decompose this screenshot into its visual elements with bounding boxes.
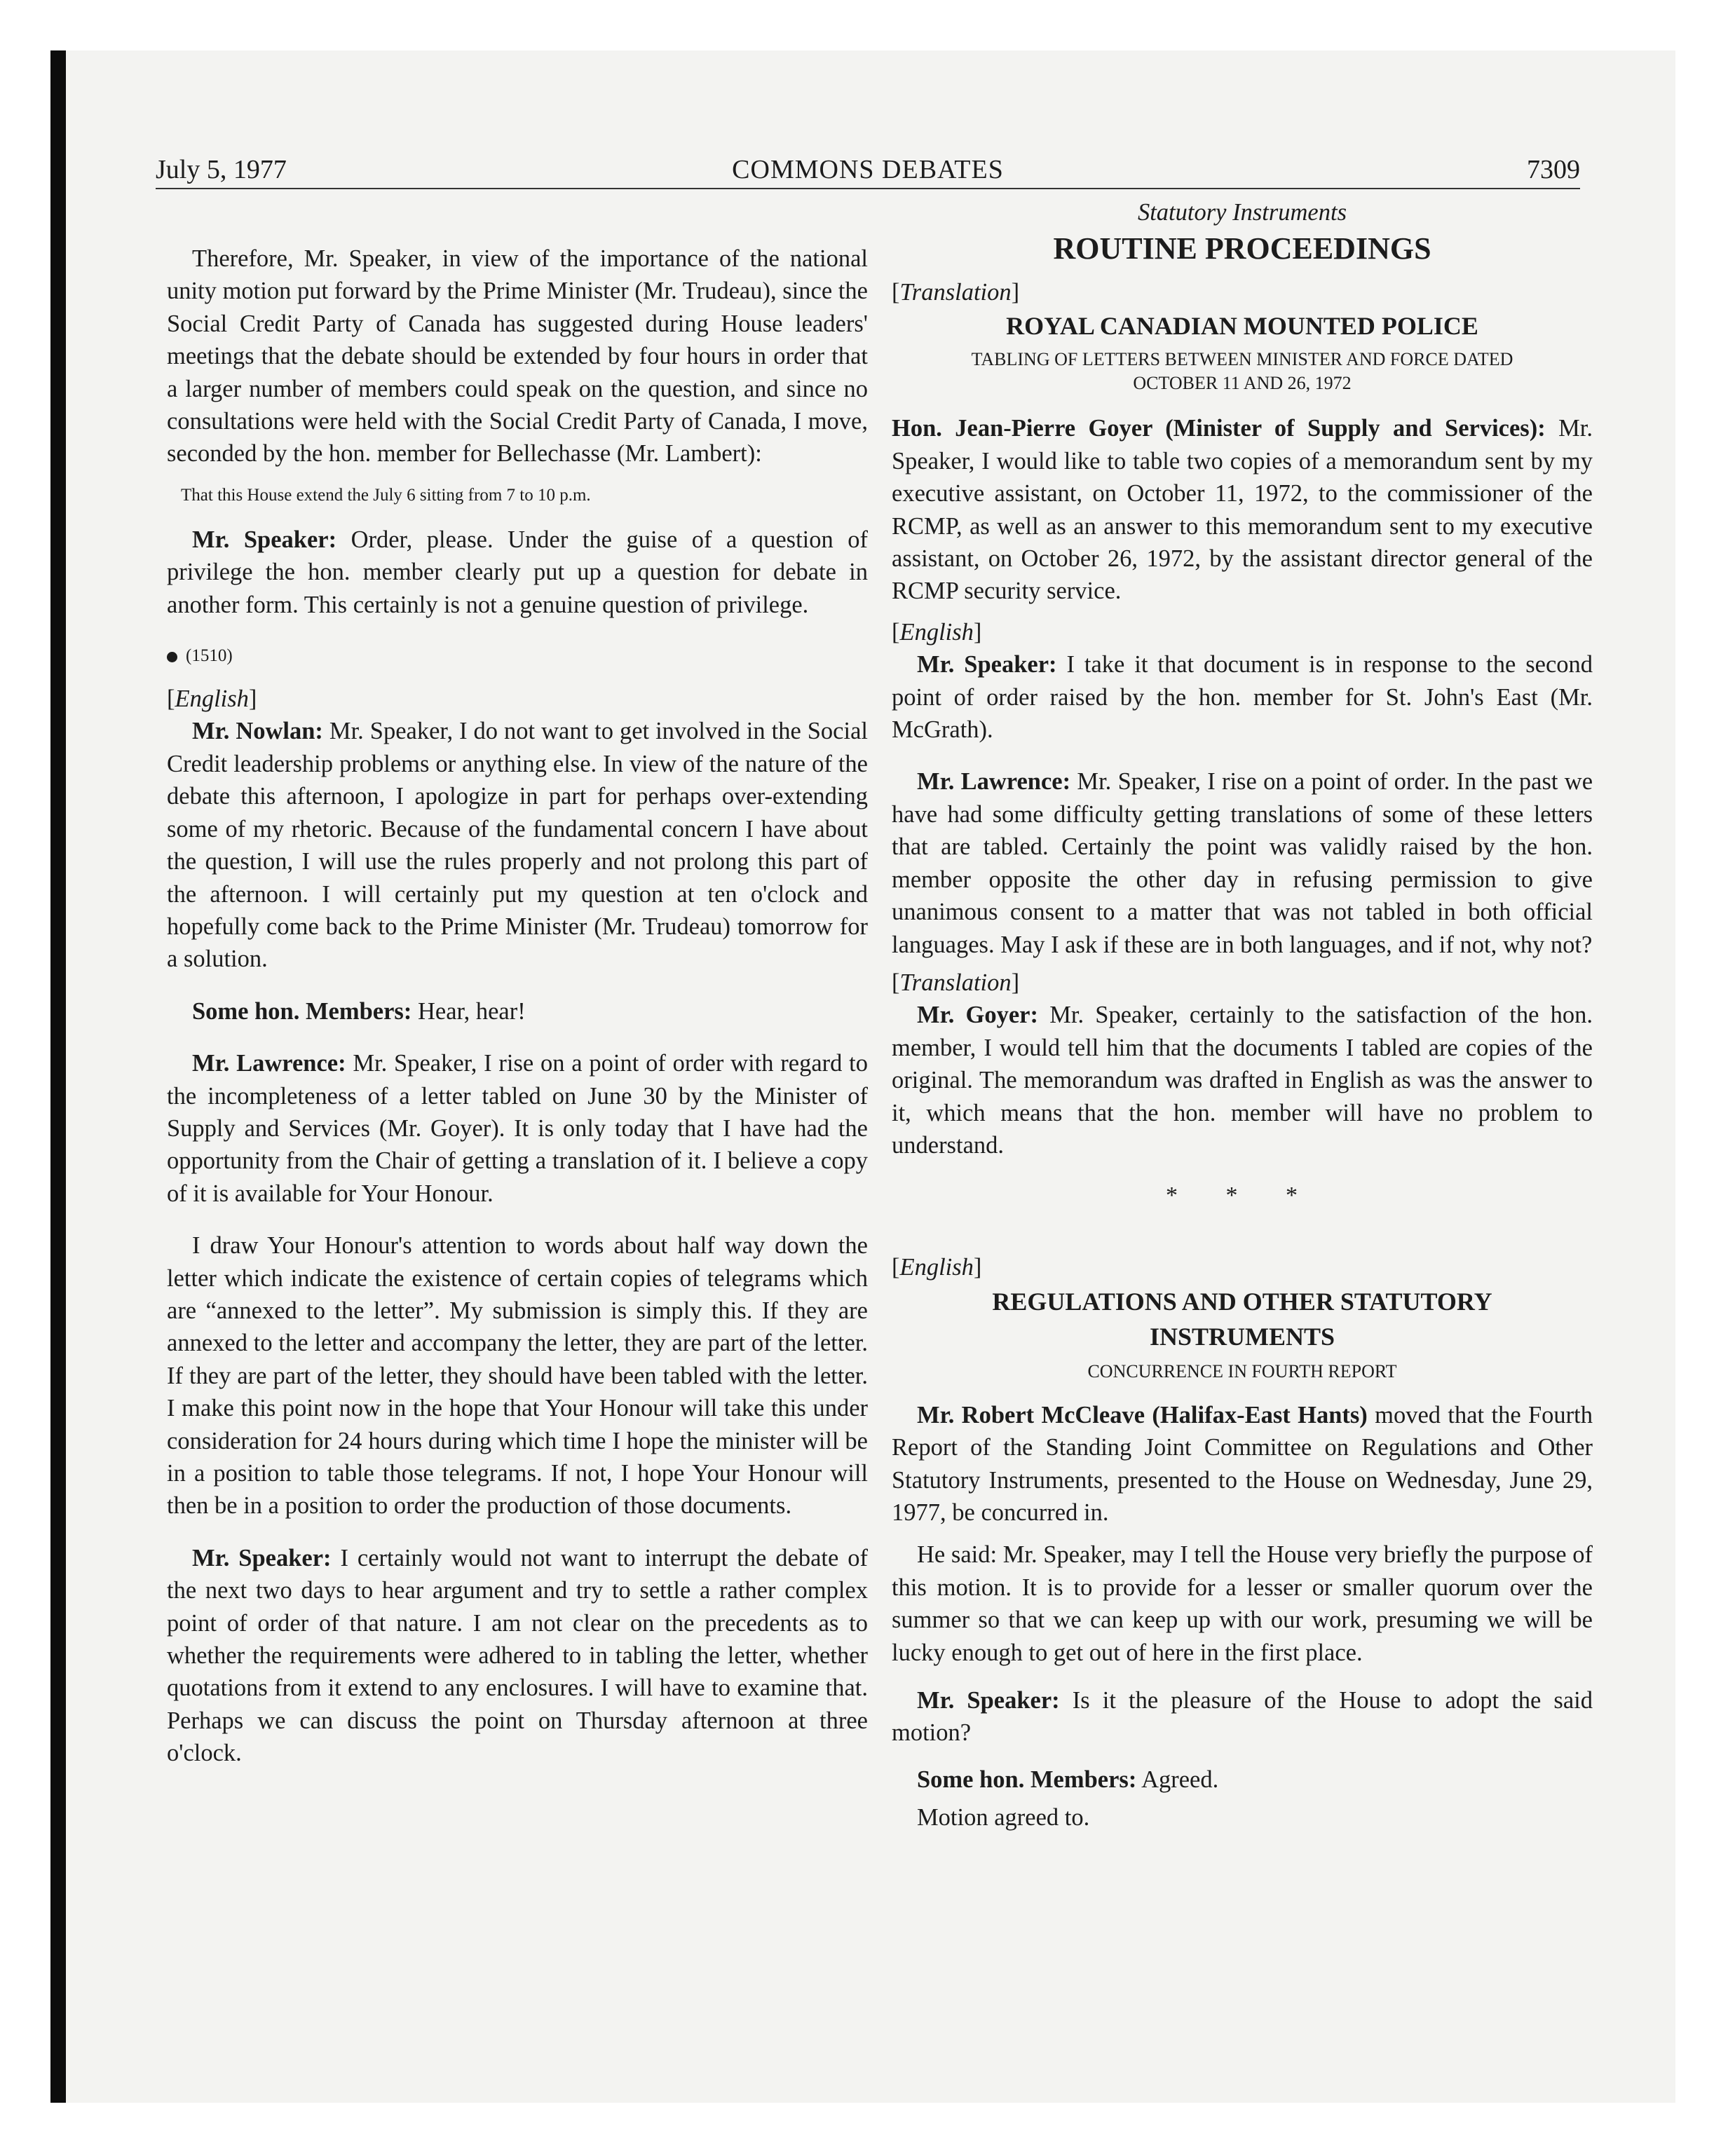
paragraph: Therefore, Mr. Speaker, in view of the importance of the national unity motion put forward by the Prime Minister (Mr. Trudeau), since the Social Credit Party of Canada has suggested during House leaders' meetings that the debate should be extended by four hours in order that a larger number of members could speak on the question, and since no consultations were held with the Social Credit Party of Canada, I move, seconded by the hon. member for Bellechasse (Mr. Lambert): (167, 245, 868, 468)
subsection-subtitle: TABLING OF LETTERS BETWEEN MINISTER AND FORCE DATED OCTOBER 11 AND 26, 1972 (971, 349, 1513, 394)
language-label: [Translation] (892, 279, 1020, 306)
bullet-icon (167, 652, 177, 662)
paragraph: Mr. Speaker: I take it that document is in response to the second point of order raised by the hon. member for St. John's East (Mr. McGrath). (892, 651, 1593, 744)
paragraph: Some hon. Members: Agreed. (917, 1766, 1219, 1793)
subsection-title: ROYAL CANADIAN MOUNTED POLICE (1006, 312, 1478, 341)
speaker-name: Mr. Speaker: (192, 1544, 332, 1571)
time-marker: (1510) (167, 642, 868, 670)
paragraph: Mr. Speaker: Is it the pleasure of the House to adopt the said motion? (892, 1687, 1593, 1747)
speaker-name: Mr. Speaker: (917, 651, 1057, 678)
header-date: July 5, 1977 (156, 155, 287, 184)
language-label: [English] (892, 618, 982, 646)
speaker-name: Mr. Lawrence: (192, 1050, 346, 1077)
motion-text: That this House extend the July 6 sitting from 7 to 10 p.m. (181, 485, 591, 505)
header-title: COMMONS DEBATES (732, 155, 1004, 184)
speaker-name: Mr. Nowlan: (192, 718, 323, 745)
paragraph: Mr. Robert McCleave (Halifax-East Hants) moved that the Fourth Report of the Standing Joint Committee on Regulations and Other Statutory Instruments, presented to the House on Wednesday, June 29, 1977, be concurred in. (892, 1401, 1593, 1526)
paragraph: Motion agreed to. (917, 1804, 1090, 1831)
page-header (156, 146, 1580, 189)
page-number: 7309 (1527, 155, 1580, 184)
speaker-name: Mr. Robert McCleave (Halifax-East Hants) (917, 1401, 1368, 1428)
paragraph: I draw Your Honour's attention to words about half way down the letter which indicate the existence of certain copies of telegrams which are “annexed to the letter”. My submission is simply this. If they are annexed to the letter and accompany the letter, they are part of the letter. If they are part of the letter, they should have been tabled with the letter. I make this point now in the hope that Your Honour will take this under consideration for 24 hours during which time I hope the minister will be in a position to table those telegrams. If not, I hope Your Honour will then be in a position to order the production of those documents. (167, 1232, 868, 1520)
language-label: [Translation] (892, 969, 1020, 996)
section-running-head: Statutory Instruments (1137, 199, 1347, 226)
paragraph: Mr. Nowlan: Mr. Speaker, I do not want to get involved in the Social Credit leadership problems or anything else. In view of the nature of the debate this afternoon, I apologize in part for perhaps over-extending some of my rhetoric. Because of the fundamental concern I have about the question, I will use the rules properly and not prolong this part of the afternoon. I will certainly put my question at ten o'clock and hopefully come back to the Prime Minister (Mr. Trudeau) tomorrow for a solution. (167, 718, 868, 973)
section-separator: * * * (1166, 1182, 1319, 1209)
paragraph: Hon. Jean-Pierre Goyer (Minister of Supply and Services): Mr. Speaker, I would like to table two copies of a memorandum sent by my executive assistant, on October 11, 1972, to the commissioner of the RCMP, as well as an answer to this memorandum sent to my executive assistant, on October 26, 1972, by the assistant director general of the RCMP security service. (892, 415, 1593, 605)
language-label: [English] (892, 1254, 982, 1281)
subsection-title: REGULATIONS AND OTHER STATUTORY INSTRUMENTS (992, 1287, 1492, 1351)
paragraph: He said: Mr. Speaker, may I tell the House very briefly the purpose of this motion. It is to provide for a lesser or smaller quorum over the summer so that we can keep up with our work, presuming we will be lucky enough to get out of here in the first place. (892, 1541, 1593, 1666)
right-column (892, 196, 1593, 1834)
scan-binding-edge (50, 50, 66, 2103)
language-label: [English] (167, 685, 257, 713)
speaker-name: Mr. Speaker: (917, 1687, 1060, 1714)
section-title: ROUTINE PROCEEDINGS (1053, 231, 1431, 266)
paragraph: Some hon. Members: Hear, hear! (192, 997, 526, 1025)
speaker-name: Hon. Jean-Pierre Goyer (Minister of Supply and Services): (892, 415, 1546, 442)
paragraph: Mr. Speaker: I certainly would not want to interrupt the debate of the next two days to hear argument and try to settle a rather complex point of order of that nature. I am not clear on the precedents as to whether the requirements were adhered to in tabling the letter, whether quotations from it extend to any enclosures. I will have to examine that. Perhaps we can discuss the point on Thursday afternoon at three o'clock. (167, 1544, 868, 1767)
speaker-name: Some hon. Members: (192, 997, 412, 1025)
paragraph: Mr. Speaker: Order, please. Under the guise of a question of privilege the hon. member clearly put up a question for debate in another form. This certainly is not a genuine question of privilege. (167, 526, 868, 618)
speaker-name: Some hon. Members: (917, 1766, 1137, 1793)
speaker-name: Mr. Speaker: (192, 526, 337, 553)
left-column (167, 196, 868, 1770)
paragraph: Mr. Lawrence: Mr. Speaker, I rise on a point of order with regard to the incompleteness of a letter tabled on June 30 by the Minister of Supply and Services (Mr. Goyer). It is only today that I have had the opportunity from the Chair of getting a translation of it. I believe a copy of it is available for Your Honour. (167, 1050, 868, 1207)
speaker-name: Mr. Goyer: (917, 1002, 1038, 1029)
paragraph: Mr. Goyer: Mr. Speaker, certainly to the satisfaction of the hon. member, I would tell him that the documents I tabled are copies of the original. The memorandum was drafted in English as was the answer to it, which means that the hon. member will have no problem to understand. (892, 1002, 1593, 1159)
paragraph: Mr. Lawrence: Mr. Speaker, I rise on a point of order. In the past we have had some difficulty getting translations of some of these letters that are tabled. Certainly the point was validly raised by the hon. member opposite the other day in refusing permission to give unanimous consent to a matter that was not tabled in both official languages. May I ask if these are in both languages, and if not, why not? (892, 768, 1593, 958)
speaker-name: Mr. Lawrence: (917, 768, 1071, 796)
subsection-subtitle: CONCURRENCE IN FOURTH REPORT (1087, 1360, 1397, 1381)
